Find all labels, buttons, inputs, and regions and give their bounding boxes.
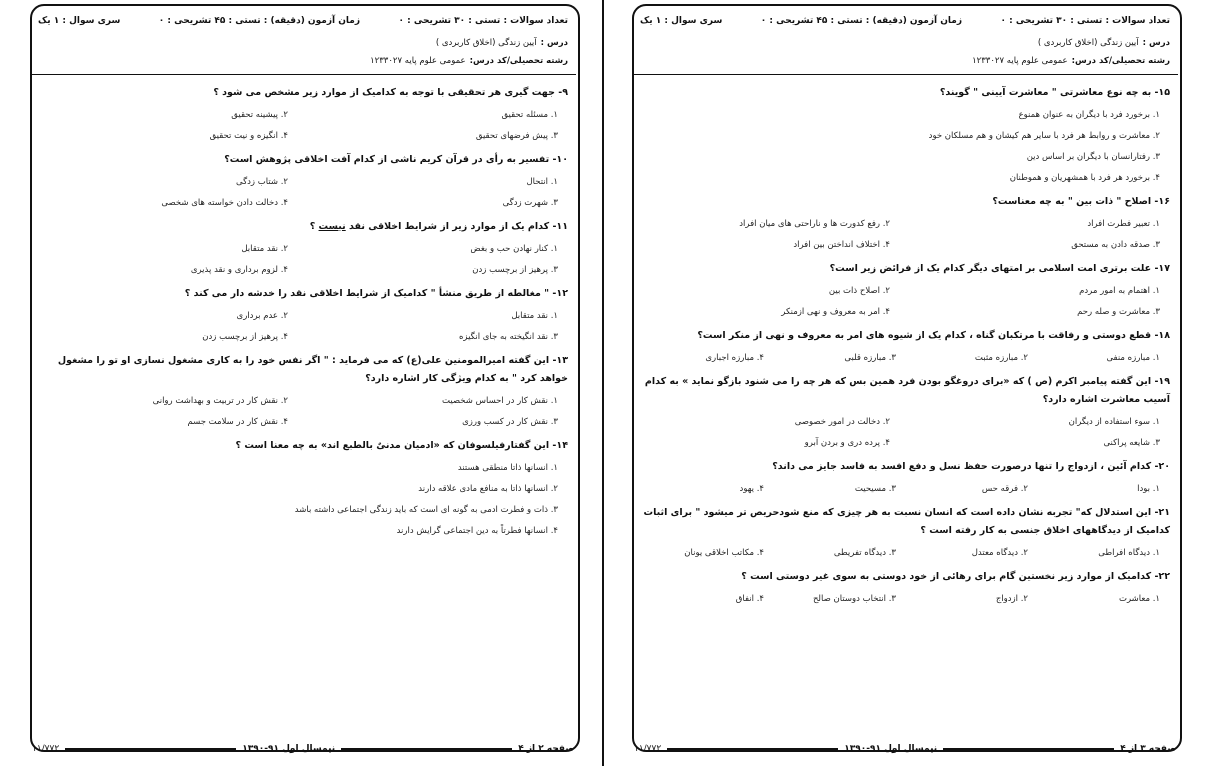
answer-options (38, 106, 568, 145)
answer-option[interactable]: ۳. شایعه پراکنی (1103, 438, 1160, 448)
question-text (38, 84, 568, 102)
answer-option[interactable]: ۱. اهتمام به امور مردم (1079, 286, 1160, 296)
question (38, 151, 568, 212)
question-text-main: ۱۲- " مغالطه از طریق منشأ " کدامیک از شرایط اخلاقی نقد را خدشه دار می کند ؟ (184, 288, 568, 299)
question-text-main: ۱۸- قطع دوستی و رفاقت با مرتکبان گناه ، کدام یک از شیوه های امر به معروف و نهی از منکر است؟ (697, 330, 1170, 341)
question-count: تعداد سوالات : تستی : ۳۰ تشریحی : ۰ (398, 16, 568, 26)
answer-option[interactable]: ۱. دیدگاه افراطی (1098, 548, 1160, 558)
footer-rule (341, 748, 512, 750)
question-text-main: ۹- جهت گیری هر تحقیقی با توجه به کدامیک از موارد زیر مشخص می شود ؟ (213, 87, 568, 98)
question-text (640, 373, 1170, 409)
question-text-main: ۱۴- این گفتارفیلسوفان که «ادمیان مدنیٌ بالطبع اند» به چه معنا است ؟ (235, 440, 568, 451)
answer-option[interactable]: ۳. نقد انگیخته به جای انگیزه (458, 332, 558, 342)
question (38, 285, 568, 346)
answer-option[interactable]: ۲. انسانها ذاتا به منافع مادی علاقه دارند (418, 484, 558, 494)
answer-option[interactable]: ۲. اصلاح ذات بین (828, 286, 890, 296)
question-text (640, 84, 1170, 102)
answer-option[interactable]: ۴. پرده دری و بردن آبرو (804, 438, 890, 448)
answer-option[interactable]: ۱. انتحال (526, 177, 558, 187)
answer-options (640, 106, 1170, 187)
question-text-main: ۲۱- این استدلال که" تجربه نشان داده است که انسان نسبت به هر چیزی که منع شودحریص تر میشود " برای اثبات کدامیک از دیدگاههای اخلاق جنسی به کار رفته است ؟ (643, 507, 1170, 536)
exam-time: زمان آزمون (دقیقه) : تستی : ۴۵ تشریحی : ۰ (158, 16, 361, 26)
question-text (38, 218, 568, 236)
answer-option[interactable]: ۴. امر به معروف و نهی ازمنکر (781, 307, 890, 317)
page-number: صفحه ۲ از ۴ (518, 744, 574, 754)
exam-header (30, 4, 576, 75)
question-text-main: ۲۰- کدام آئین ، ازدواج را تنها درصورت حفظ نسل و دفع افسد به فاسد جایز می داند؟ (772, 461, 1170, 472)
answer-option[interactable]: ۱. مسئله تحقیق (501, 110, 558, 120)
answer-options (38, 392, 568, 431)
answer-option[interactable]: ۳. ذات و فطرت ادمی به گونه ای است که باید زندگی اجتماعی داشته باشد (294, 505, 558, 515)
answer-option[interactable]: ۱. نقش کار در احساس شخصیت (442, 396, 558, 406)
question-text (38, 285, 568, 303)
field-key: رشته تحصیلی/کد درس: (1071, 56, 1170, 66)
header-row-counts (38, 16, 568, 26)
course-key: درس : (540, 38, 568, 48)
answer-option[interactable]: ۲. دخالت در امور خصوصی (794, 417, 890, 427)
answer-option[interactable]: ۴. انفاق (735, 594, 764, 604)
answer-option[interactable]: ۳. پیش فرضهای تحقیق (475, 131, 558, 141)
question-text-main: ۱۳- این گفته امیرالمومنین علی(ع) که می فرماید : " اگر نفس خود را به کاری مشغول نسازی او تو را مشغول خواهد کرد " به کدام ویژگی کار اشاره دارد؟ (57, 355, 568, 384)
answer-option[interactable]: ۴. دخالت دادن خواسته های شخصی (161, 198, 288, 208)
footer-rule (667, 748, 838, 750)
question (640, 568, 1170, 608)
question-text-end: ؟ (309, 221, 316, 232)
answer-options (38, 240, 568, 279)
semester: نیمسال اول ۹۱-۱۳۹۰ (242, 744, 336, 754)
answer-option[interactable]: ۲. مبارزه مثبت (974, 353, 1028, 363)
answer-options (640, 590, 1170, 608)
page-footer (32, 742, 574, 756)
question (640, 84, 1170, 187)
header-row-course (38, 38, 568, 48)
footer-rule (65, 748, 236, 750)
answer-option[interactable]: ۱. معاشرت (1118, 594, 1160, 604)
answer-option[interactable]: ۱. تعبیر فطرت افراد (1087, 219, 1160, 229)
answer-option[interactable]: ۲. فرقه حس (981, 484, 1028, 494)
question-series: سری سوال : ۱ یک (38, 16, 121, 26)
question-text-main: ۱۷- علت برتری امت اسلامی بر امتهای دیگر کدام یک از فرائض زیر است؟ (829, 263, 1170, 274)
answer-option[interactable]: ۴. انگیزه و نیت تحقیق (209, 131, 288, 141)
answer-option[interactable]: ۳. دیدگاه تفریطی (833, 548, 896, 558)
question (640, 193, 1170, 254)
course-value: آیین زندگی (اخلاق کاربردی ) (435, 38, 537, 48)
answer-option[interactable]: ۲. عدم برداری (236, 311, 288, 321)
exam-sheet-page-3 (622, 0, 1188, 766)
question (640, 504, 1170, 562)
question (640, 458, 1170, 498)
field-value: عمومی علوم پایه ۱۲۳۳۰۲۷ (972, 56, 1068, 66)
answer-option[interactable]: ۱. نقد متقابل (511, 311, 558, 321)
field-key: رشته تحصیلی/کد درس: (469, 56, 568, 66)
exam-code: ۱۱/۷۷۲ (633, 744, 662, 754)
answer-option[interactable]: ۴. پرهیز از برچسب زدن (202, 332, 288, 342)
answer-options (640, 480, 1170, 498)
answer-option[interactable]: ۳. نقش کار در کسب ورزی (462, 417, 558, 427)
question-text (38, 352, 568, 388)
page-footer (634, 742, 1176, 756)
answer-option[interactable]: ۴. مبارزه اجباری (705, 353, 764, 363)
answer-option[interactable]: ۴. اختلاف انداختن بین افراد (793, 240, 890, 250)
course-value: آیین زندگی (اخلاق کاربردی ) (1037, 38, 1139, 48)
answer-option[interactable]: ۴. انسانها فطرتاً به دین اجتماعی گرایش دارند (396, 526, 558, 536)
answer-option[interactable]: ۲. نقد متقابل (241, 244, 288, 254)
answer-option[interactable]: ۳. شهرت زدگی (502, 198, 558, 208)
answer-option[interactable]: ۳. پرهیز از برچسب زدن (472, 265, 558, 275)
answer-option[interactable]: ۲. ازدواج (995, 594, 1028, 604)
answer-option[interactable]: ۱. برخورد فرد با دیگران به عنوان همنوع (1018, 110, 1160, 120)
question (38, 218, 568, 279)
questions-area (640, 84, 1170, 614)
question-text-emphasis: نیست (318, 221, 346, 232)
question (38, 352, 568, 431)
answer-option[interactable]: ۳. صدقه دادن به مستحق (1071, 240, 1160, 250)
answer-option[interactable]: ۱. کنار نهادن حب و بغض (470, 244, 558, 254)
answer-option[interactable]: ۴. نقش کار در سلامت جسم (187, 417, 288, 427)
question-text (640, 260, 1170, 278)
questions-area (38, 84, 568, 546)
answer-option[interactable]: ۲. معاشرت و روابط هر فرد با سایر هم کیشان و هم مسلکان خود (928, 131, 1160, 141)
answer-option[interactable]: ۳. انتخاب دوستان صالح (812, 594, 896, 604)
semester: نیمسال اول ۹۱-۱۳۹۰ (844, 744, 938, 754)
question (640, 373, 1170, 452)
answer-option[interactable]: ۲. رفع کدورت ها و ناراحتی های میان افراد (739, 219, 890, 229)
answer-option[interactable]: ۴. مکاتب اخلاقی یونان (684, 548, 764, 558)
question-text-main: ۱۹- این گفته پیامبر اکرم (ص ) که «برای دروغگو بودن فرد همین بس که هر چه را می شنود بازگو نماید » به کدام آسیب معاشرت اشاره دارد؟ (644, 376, 1170, 405)
field-value: عمومی علوم پایه ۱۲۳۳۰۲۷ (370, 56, 466, 66)
answer-option[interactable]: ۲. دیدگاه معتدل (971, 548, 1028, 558)
answer-options (38, 307, 568, 346)
question (38, 84, 568, 145)
answer-options (640, 544, 1170, 562)
page-number: صفحه ۳ از ۴ (1120, 744, 1176, 754)
question-text (640, 327, 1170, 345)
center-divider (602, 0, 604, 766)
question-text-main: ۱۰- تفسیر به رأی در قرآن کریم ناشی از کدام آفت اخلاقی پژوهش است؟ (224, 154, 568, 165)
answer-option[interactable]: ۱. مبارزه منفی (1106, 353, 1160, 363)
answer-options (38, 173, 568, 212)
question-series: سری سوال : ۱ یک (640, 16, 723, 26)
exam-header (632, 4, 1178, 75)
answer-options (640, 349, 1170, 367)
answer-option[interactable]: ۴. یهود (739, 484, 764, 494)
answer-options (640, 215, 1170, 254)
answer-option[interactable]: ۳. مبارزه قلبی (844, 353, 896, 363)
exam-code: ۱۱/۷۷۲ (31, 744, 60, 754)
answer-option[interactable]: ۲. پیشینه تحقیق (231, 110, 288, 120)
answer-option[interactable]: ۳. رفتارانسان با دیگران بر اساس دین (1026, 152, 1160, 162)
question-text-main: ۲۲- کدامیک از موارد زیر نخستین گام برای رهائی از خود دوستی به سوی غیر دوستی است ؟ (741, 571, 1170, 582)
question-text (640, 458, 1170, 476)
header-row-field (38, 56, 568, 66)
exam-time: زمان آزمون (دقیقه) : تستی : ۴۵ تشریحی : ۰ (760, 16, 963, 26)
question-text (640, 568, 1170, 586)
answer-option[interactable]: ۴. لزوم برداری و نقد پذیری (190, 265, 288, 275)
answer-option[interactable]: ۲. نقش کار در تربیت و بهداشت روانی (152, 396, 288, 406)
question-text (38, 151, 568, 169)
course-key: درس : (1142, 38, 1170, 48)
footer-rule (943, 748, 1114, 750)
answer-option[interactable]: ۳. مسیحیت (854, 484, 896, 494)
question-text-main: ۱۱- کدام یک از موارد زیر از شرایط اخلاقی نقد (349, 221, 568, 232)
question-count: تعداد سوالات : تستی : ۳۰ تشریحی : ۰ (1000, 16, 1170, 26)
question (640, 327, 1170, 367)
answer-options (640, 413, 1170, 452)
header-row-counts (640, 16, 1170, 26)
answer-option[interactable]: ۲. شتاب زدگی (236, 177, 288, 187)
question (38, 437, 568, 540)
answer-option[interactable]: ۳. معاشرت و صله رحم (1077, 307, 1160, 317)
question-text (640, 193, 1170, 211)
answer-options (640, 282, 1170, 321)
answer-option[interactable]: ۴. برخورد هر فرد با همشهریان و هموطنان (1009, 173, 1160, 183)
header-row-course (640, 38, 1170, 48)
exam-sheet-page-2 (20, 0, 586, 766)
header-row-field (640, 56, 1170, 66)
question-text-main: ۱۵- به چه نوع معاشرتی " معاشرت آیینی " گویند؟ (939, 87, 1170, 98)
answer-option[interactable]: ۱. سوء استفاده از دیگران (1068, 417, 1160, 427)
answer-option[interactable]: ۱. بودا (1137, 484, 1160, 494)
answer-options (38, 459, 568, 540)
question-text (38, 437, 568, 455)
question (640, 260, 1170, 321)
question-text-main: ۱۶- اصلاح " ذات بین " به چه معناست؟ (992, 196, 1170, 207)
question-text (640, 504, 1170, 540)
answer-option[interactable]: ۱. انسانها ذاتا منطقی هستند (457, 463, 558, 473)
